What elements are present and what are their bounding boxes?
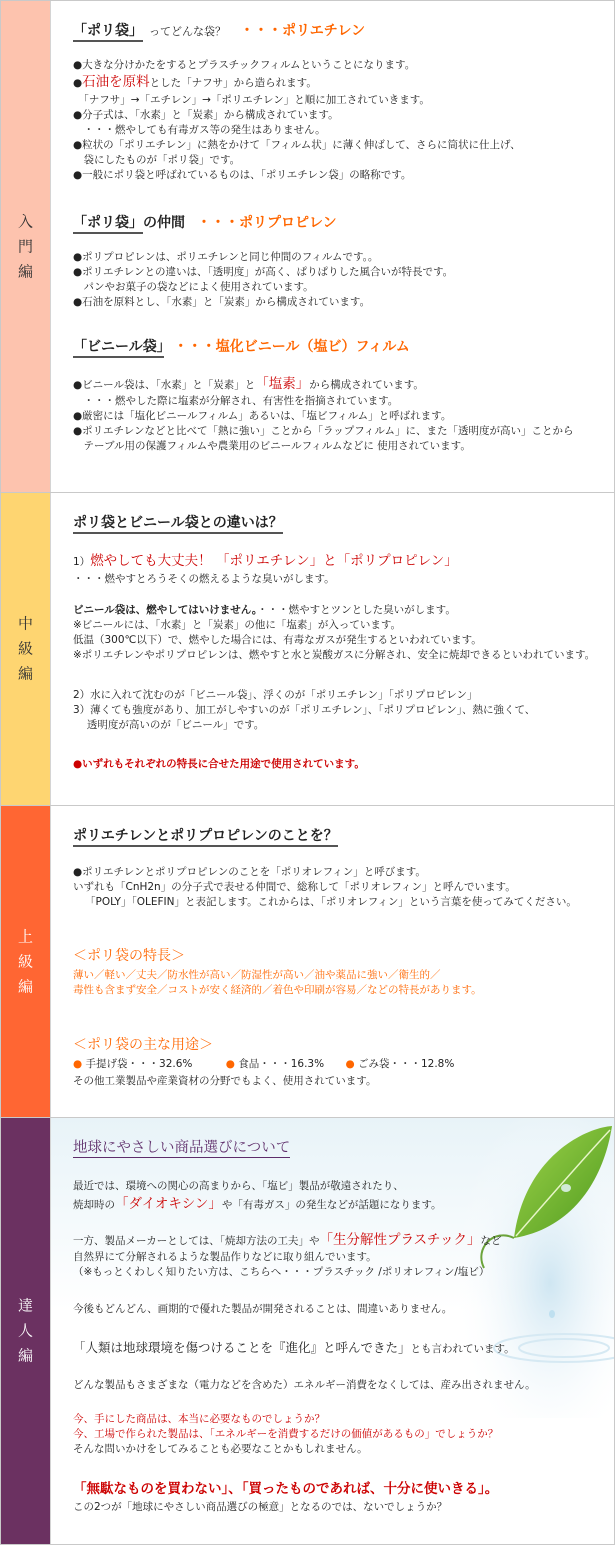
heading-vinyl-bag: 「ビニール袋」 ・・・塩化ビニール（塩ビ）フィルム bbox=[73, 337, 410, 357]
section-label: 達 人 編 bbox=[17, 1296, 33, 1365]
features-title: ＜ポリ袋の特長＞ bbox=[73, 948, 185, 964]
uses-title: ＜ポリ袋の主な用途＞ bbox=[73, 1037, 213, 1053]
features-text: 薄い／軽い／丈夫／防水性が高い／防湿性が高い／油や薬品に強い／衛生的／ 毒性も含まず安全／コストが安く経済的／着色や印刷が容易／などの特長があります。 bbox=[73, 969, 482, 996]
text-block: ●大きな分けかたをするとプラスチックフィルムということになります。 ●石油を原料とした「ナフサ」から造られます。 「ナフサ」→「エチレン」→「ポリエチレン」と順に加工されていきます。 ●分子式は、「水素」と「炭素」から構成されています。 ・・・燃やしても有毒ガス等の発生はありません。 ●粒状の「ポリエチレン」に熱をかけて「フィルム状」に薄く伸ばして、さらに筒状に仕上げ、 袋にしたものが「ポリ袋」です。 ●一般にポリ袋と呼ばれているものは、「ポリエチレン袋」の略称です。 bbox=[73, 59, 521, 181]
heading-polybag-family: 「ポリ袋」の仲間 ・・・ポリプロピレン bbox=[73, 213, 337, 233]
text-block: ビニール袋は、燃やしてはいけません。・・・燃やすとツンとした臭いがします。 ※ビニールには、「水素」と「炭素」の他に「塩素」が入っています。 低温（300℃以下）で、燃やした場合には、有毒なガスが発生するといわれています。 ※ポリエチレンやポリプロピレンは、燃やすと水と炭酸ガスに分解され、安全に焼却できるといわれています。 bbox=[73, 604, 596, 661]
uses-list: ● 手提げ袋・・・32.6% ● 食品・・・16.3% ● ごみ袋・・・12.8% bbox=[73, 1058, 455, 1070]
text-block: 一方、製品メーカーとしては、「焼却方法の工夫」や「生分解性プラスチック」など 自然界にて分解されるような製品作りなどに取り組んでいます。 （※もっとくわしく知りたい方は、こちらへ・・・プラスチック /ポリオレフィン/塩ビ） bbox=[73, 1232, 502, 1278]
text-block: ●ポリプロピレンは、ポリエチレンと同じ仲間のフィルムです。。 ●ポリエチレンとの違いは、「透明度」が高く、ぱりぱりした風合いが特長です。 パンやお菓子の袋などによく使用されています。 ●石油を原料とし、「水素」と「炭素」から構成されています。 bbox=[73, 251, 454, 308]
section-side-advanced bbox=[1, 806, 51, 1117]
section-side-intermediate bbox=[1, 493, 51, 805]
heading-polybag: 「ポリ袋」 ってどんな袋？ ・・・ポリエチレン bbox=[73, 21, 365, 42]
slogan: 「無駄なものを買わない」、「買ったものであれば、十分に使いきる」。 bbox=[73, 1481, 499, 1497]
heading-polyolefin: ポリエチレンとポリプロピレンのことを？ bbox=[73, 826, 338, 846]
text-block: ●ポリエチレンとポリプロピレンのことを「ポリオレフィン」と呼びます。 いずれも「CnH2n」の分子式で表せる仲間で、総称して「ポリオレフィン」と呼んでいます。 「POLY」「OLEFIN」と表記します。これからは、「ポリオレフィン」という言葉を使ってみてください。 bbox=[73, 866, 577, 908]
question-block: 今、手にした商品は、本当に必要なものでしょうか？ 今、工場で作られた製品は、「エネルギーを消費するだけの価値があるもの」でしょうか？ そんな問いかけをしてみることも必要なことかもしれません。 bbox=[73, 1413, 499, 1455]
heading-eco-shopping: 地球にやさしい商品選びについて bbox=[73, 1140, 291, 1156]
text-block: 2）水に入れて沈むのが「ビニール袋」、浮くのが「ポリエチレン」「ポリプロピレン」 3）薄くても強度があり、加工がしやすいのが「ポリエチレン」、「ポリプロピレン」、熱に強くて、 透明度が高いのが「ビニール」です。 bbox=[73, 689, 536, 731]
section-label: 上 級 編 bbox=[17, 927, 33, 995]
section-expert: 達 人 編 地球にやさしい商品選びについて 最近では、環境への関心の高まりから、「塩ビ」製品が敬遠されたり、 焼却時の「ダイオキシン」や「有毒ガス」の発生などが話題になります。 一方、製品メーカーとしては、「焼却方法の工夫」や「生分解性プラスチック」など 自然界にて分解されるような製品作りなどに取り組んでいます。 （※もっとくわしく知りたい方は、こちらへ・・・プラスチック /ポリオレフィン/塩ビ） 今後もどんどん、画期的で優れた製品が開発されることは、間違いありません。 「人類は地球環境を傷つけることを『進化』と呼んできた」とも言われています。 どんな製品もさまざまな（電力などを含めた）エネルギー消費をなくしては、産み出されません。 今、手にした商品は、本当に必要なものでしょうか？ 今、工場で作られた製品は、「エネルギーを消費するだけの価値があるもの」でしょうか？ そんな問いかけをしてみることも必要なことかもしれません。 「無駄なものを買わない」、「買ったものであれば、十分に使いきる」。 この2つが「地球にやさしい商品選びの極意」となるのでは、ないでしょうか？ bbox=[1, 1118, 614, 1544]
bullet-icon: ● bbox=[73, 1058, 83, 1070]
section-intermediate bbox=[1, 493, 614, 806]
section-advanced bbox=[1, 806, 614, 1118]
usage-note: ●いずれもそれぞれの特長に合せた用途で使用されています。 bbox=[73, 758, 365, 770]
text-block: 最近では、環境への関心の高まりから、「塩ビ」製品が敬遠されたり、 焼却時の「ダイオキシン」や「有毒ガス」の発生などが話題になります。 bbox=[73, 1180, 442, 1212]
uses-note: その他工業製品や産業資材の分野でもよく、使用されています。 bbox=[73, 1075, 377, 1087]
bullet-icon: ● bbox=[345, 1058, 355, 1070]
heading-difference: ポリ袋とビニール袋との違いは？ bbox=[73, 513, 283, 533]
section-label: 中 級 編 bbox=[17, 614, 33, 683]
text-block: 1）燃やしても大丈夫！ 「ポリエチレン」と「ポリプロピレン」 ・・・燃やすとろうそくの燃えるような臭いがします。 bbox=[73, 553, 458, 585]
text-block: ●ビニール袋は、「水素」と「炭素」と「塩素」から構成されています。 ・・・燃やした際に塩素が分解され、有害性を指摘されています。 ●厳密には「塩化ビニールフィルム」あるいは、「塩ビフィルム」と呼ばれます。 ●ポリエチレンなどと比べて「熱に強い」ことから「ラップフィルム」に、また「透明度が高い」ことから テーブル用の保護フィルムや農業用のビニールフィルムなどに 使用されています。 bbox=[73, 376, 574, 452]
section-side-expert bbox=[1, 1118, 51, 1544]
section-side-beginner bbox=[1, 1, 51, 492]
section-label: 入 門 編 bbox=[17, 212, 33, 280]
bullet-icon: ● bbox=[225, 1058, 235, 1070]
section-beginner bbox=[1, 1, 614, 493]
